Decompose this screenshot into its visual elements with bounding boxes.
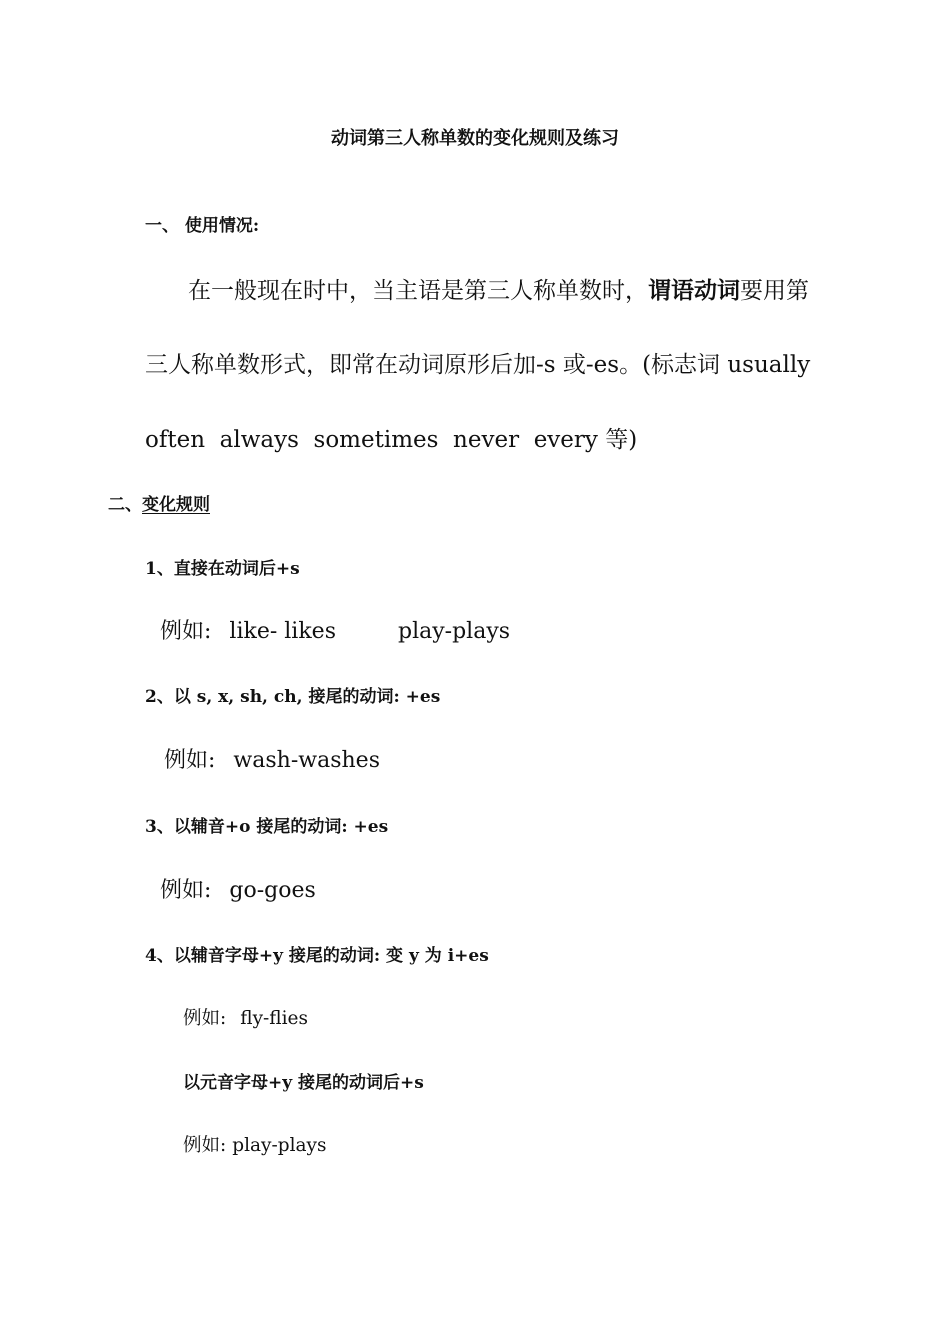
rule-3-heading: 3、以辅音+o 接尾的动词: +es (145, 817, 389, 837)
example-item: go-goes (229, 878, 316, 903)
section-2-heading-text: 变化规则 (142, 495, 210, 515)
rule-4-sub-heading: 以元音字母+y 接尾的动词后+s (183, 1073, 424, 1093)
section-1-para-line-3: often always sometimes never every 等) (145, 427, 638, 453)
example-label: 例如: (160, 619, 212, 644)
example-label: 例如: (183, 1135, 227, 1156)
example-item: play-plays (232, 1135, 327, 1156)
rule-3-example (160, 873, 316, 904)
section-1-para-line-2: 三人称单数形式，即常在动词原形后加-s 或-es。(标志词 usually (145, 352, 811, 378)
example-item: play-plays (397, 619, 511, 644)
example-item: fly-flies (240, 1008, 308, 1029)
section-1-heading: 一、 使用情况: (145, 216, 260, 236)
example-label: 例如: (164, 748, 216, 773)
example-item: wash-washes (233, 748, 380, 773)
section-2-heading-prefix: 二、 (108, 495, 142, 515)
example-item: like- likes (229, 619, 336, 644)
example-label: 例如: (183, 1008, 227, 1029)
document-title: 动词第三人称单数的变化规则及练习 (331, 128, 619, 149)
rule-2-example (164, 743, 380, 774)
rule-1-heading: 1、直接在动词后+s (145, 559, 300, 579)
para-text: 在一般现在时中，当主语是第三人称单数时， (188, 278, 648, 304)
section-1-para-line-1 (188, 272, 809, 305)
rule-2-heading: 2、以 s, x, sh, ch, 接尾的动词: +es (145, 687, 441, 707)
para-text: 要用第 (740, 278, 809, 304)
rule-4-sub-example (183, 1131, 326, 1157)
para-bold-term: 谓语动词 (648, 277, 740, 304)
section-2-heading (108, 490, 210, 515)
rule-4-heading: 4、以辅音字母+y 接尾的动词: 变 y 为 i+es (145, 946, 489, 966)
rule-4-example (183, 1004, 308, 1030)
rule-1-example (160, 614, 510, 645)
example-label: 例如: (160, 878, 212, 903)
